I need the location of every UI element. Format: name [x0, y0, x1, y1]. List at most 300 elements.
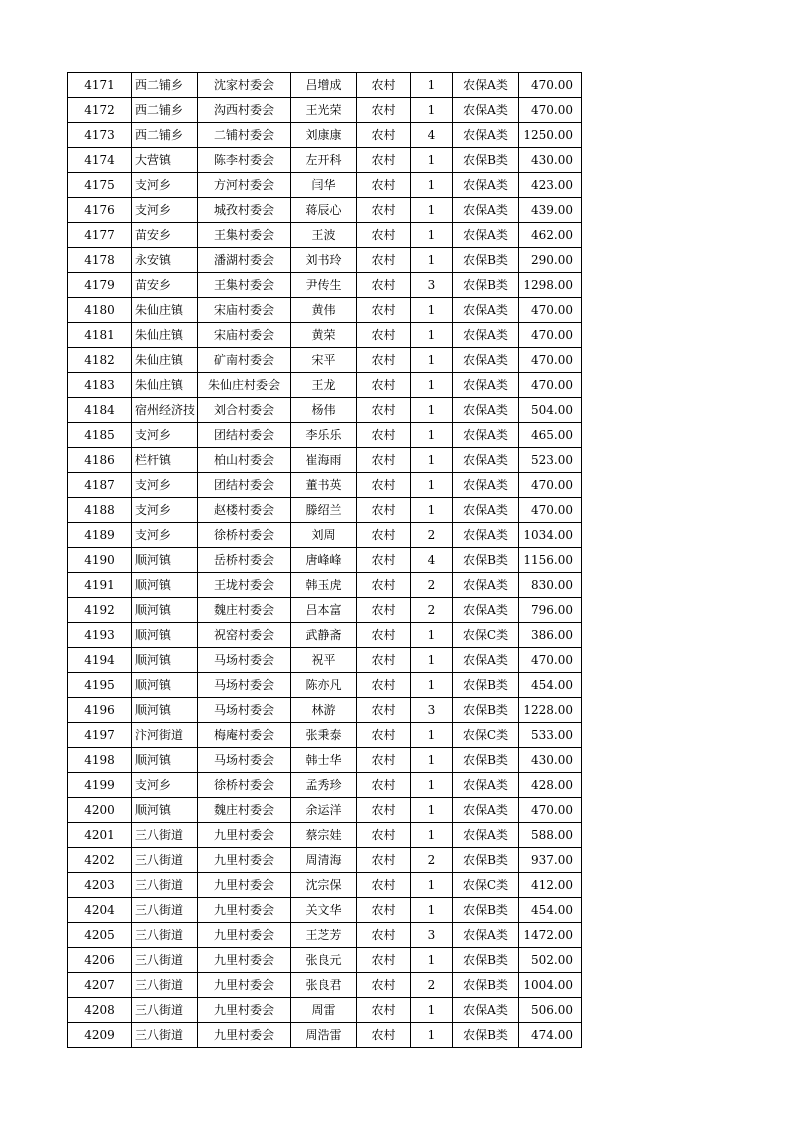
cell-township: 苗安乡: [132, 223, 198, 248]
cell-amount: 796.00: [519, 598, 582, 623]
table-row: [68, 348, 582, 373]
cell-amount: 465.00: [519, 423, 582, 448]
cell-amount: 470.00: [519, 298, 582, 323]
cell-area-type: 农村: [357, 848, 411, 873]
cell-area-type: 农村: [357, 73, 411, 98]
cell-row-id: 4182: [68, 348, 132, 373]
table-row: [68, 473, 582, 498]
table-row: [68, 873, 582, 898]
cell-amount: 1250.00: [519, 123, 582, 148]
cell-row-id: 4177: [68, 223, 132, 248]
cell-village-committee: 九里村委会: [198, 998, 291, 1023]
cell-household-count: 1: [411, 823, 453, 848]
cell-row-id: 4179: [68, 273, 132, 298]
cell-village-committee: 王垅村委会: [198, 573, 291, 598]
cell-row-id: 4184: [68, 398, 132, 423]
cell-insurance-category: 农保A类: [453, 473, 519, 498]
cell-township: 宿州经济技: [132, 398, 198, 423]
cell-household-count: 2: [411, 573, 453, 598]
cell-person-name: 蔡宗娃: [291, 823, 357, 848]
cell-insurance-category: 农保B类: [453, 898, 519, 923]
cell-village-committee: 徐桥村委会: [198, 523, 291, 548]
cell-area-type: 农村: [357, 323, 411, 348]
cell-row-id: 4195: [68, 673, 132, 698]
cell-amount: 533.00: [519, 723, 582, 748]
cell-area-type: 农村: [357, 1023, 411, 1048]
cell-person-name: 董书英: [291, 473, 357, 498]
cell-insurance-category: 农保A类: [453, 573, 519, 598]
cell-household-count: 1: [411, 473, 453, 498]
cell-village-committee: 沟西村委会: [198, 98, 291, 123]
cell-amount: 1472.00: [519, 923, 582, 948]
cell-village-committee: 九里村委会: [198, 873, 291, 898]
cell-amount: 470.00: [519, 73, 582, 98]
cell-row-id: 4186: [68, 448, 132, 473]
cell-insurance-category: 农保B类: [453, 698, 519, 723]
cell-household-count: 1: [411, 873, 453, 898]
cell-area-type: 农村: [357, 648, 411, 673]
cell-person-name: 杨伟: [291, 398, 357, 423]
table-row: [68, 548, 582, 573]
cell-household-count: 2: [411, 848, 453, 873]
cell-village-committee: 马场村委会: [198, 698, 291, 723]
cell-person-name: 余运洋: [291, 798, 357, 823]
cell-insurance-category: 农保A类: [453, 298, 519, 323]
cell-area-type: 农村: [357, 248, 411, 273]
cell-household-count: 1: [411, 673, 453, 698]
cell-township: 西二铺乡: [132, 98, 198, 123]
cell-insurance-category: 农保A类: [453, 198, 519, 223]
cell-insurance-category: 农保A类: [453, 823, 519, 848]
cell-person-name: 宋平: [291, 348, 357, 373]
cell-household-count: 1: [411, 323, 453, 348]
cell-township: 支河乡: [132, 523, 198, 548]
cell-area-type: 农村: [357, 998, 411, 1023]
data-table: [67, 72, 582, 1048]
table-row: [68, 723, 582, 748]
cell-amount: 470.00: [519, 473, 582, 498]
cell-household-count: 1: [411, 173, 453, 198]
cell-insurance-category: 农保A类: [453, 448, 519, 473]
cell-person-name: 吕增成: [291, 73, 357, 98]
table-row: [68, 798, 582, 823]
table-row: [68, 73, 582, 98]
cell-township: 支河乡: [132, 473, 198, 498]
cell-area-type: 农村: [357, 673, 411, 698]
table-row: [68, 323, 582, 348]
table-row: [68, 298, 582, 323]
cell-household-count: 1: [411, 373, 453, 398]
cell-household-count: 1: [411, 448, 453, 473]
table-row: [68, 623, 582, 648]
cell-household-count: 3: [411, 698, 453, 723]
cell-person-name: 崔海雨: [291, 448, 357, 473]
cell-township: 支河乡: [132, 198, 198, 223]
cell-insurance-category: 农保A类: [453, 423, 519, 448]
cell-person-name: 张秉泰: [291, 723, 357, 748]
cell-township: 顺河镇: [132, 598, 198, 623]
cell-household-count: 1: [411, 498, 453, 523]
cell-township: 顺河镇: [132, 623, 198, 648]
cell-insurance-category: 农保C类: [453, 623, 519, 648]
cell-person-name: 张良元: [291, 948, 357, 973]
cell-insurance-category: 农保A类: [453, 798, 519, 823]
cell-area-type: 农村: [357, 473, 411, 498]
cell-amount: 470.00: [519, 648, 582, 673]
cell-area-type: 农村: [357, 398, 411, 423]
table-row: [68, 373, 582, 398]
cell-area-type: 农村: [357, 773, 411, 798]
cell-row-id: 4175: [68, 173, 132, 198]
cell-person-name: 王光荣: [291, 98, 357, 123]
cell-insurance-category: 农保C类: [453, 723, 519, 748]
cell-village-committee: 刘合村委会: [198, 398, 291, 423]
cell-household-count: 1: [411, 248, 453, 273]
cell-row-id: 4197: [68, 723, 132, 748]
cell-row-id: 4189: [68, 523, 132, 548]
table-row: [68, 923, 582, 948]
cell-village-committee: 陈李村委会: [198, 148, 291, 173]
table-row: [68, 398, 582, 423]
cell-village-committee: 城孜村委会: [198, 198, 291, 223]
table-row: [68, 748, 582, 773]
cell-area-type: 农村: [357, 348, 411, 373]
table-row: [68, 523, 582, 548]
cell-household-count: 1: [411, 298, 453, 323]
cell-person-name: 黄伟: [291, 298, 357, 323]
cell-area-type: 农村: [357, 698, 411, 723]
cell-village-committee: 王集村委会: [198, 223, 291, 248]
cell-township: 朱仙庄镇: [132, 323, 198, 348]
cell-township: 顺河镇: [132, 648, 198, 673]
cell-person-name: 韩士华: [291, 748, 357, 773]
cell-village-committee: 二铺村委会: [198, 123, 291, 148]
cell-row-id: 4196: [68, 698, 132, 723]
cell-area-type: 农村: [357, 498, 411, 523]
cell-amount: 502.00: [519, 948, 582, 973]
cell-township: 永安镇: [132, 248, 198, 273]
cell-village-committee: 柏山村委会: [198, 448, 291, 473]
cell-insurance-category: 农保B类: [453, 973, 519, 998]
cell-village-committee: 宋庙村委会: [198, 323, 291, 348]
cell-household-count: 4: [411, 123, 453, 148]
cell-amount: 937.00: [519, 848, 582, 873]
cell-insurance-category: 农保A类: [453, 523, 519, 548]
cell-area-type: 农村: [357, 373, 411, 398]
cell-village-committee: 沈家村委会: [198, 73, 291, 98]
cell-township: 三八街道: [132, 1023, 198, 1048]
cell-household-count: 1: [411, 73, 453, 98]
cell-township: 三八街道: [132, 823, 198, 848]
cell-row-id: 4198: [68, 748, 132, 773]
cell-insurance-category: 农保A类: [453, 648, 519, 673]
cell-row-id: 4193: [68, 623, 132, 648]
cell-area-type: 农村: [357, 273, 411, 298]
cell-amount: 1004.00: [519, 973, 582, 998]
cell-insurance-category: 农保A类: [453, 123, 519, 148]
cell-village-committee: 马场村委会: [198, 673, 291, 698]
cell-village-committee: 魏庄村委会: [198, 798, 291, 823]
cell-household-count: 1: [411, 748, 453, 773]
table-row: [68, 848, 582, 873]
cell-person-name: 王龙: [291, 373, 357, 398]
cell-village-committee: 九里村委会: [198, 848, 291, 873]
cell-township: 支河乡: [132, 773, 198, 798]
cell-township: 汴河街道: [132, 723, 198, 748]
cell-amount: 470.00: [519, 323, 582, 348]
cell-row-id: 4206: [68, 948, 132, 973]
cell-village-committee: 王集村委会: [198, 273, 291, 298]
cell-household-count: 1: [411, 348, 453, 373]
cell-insurance-category: 农保B类: [453, 148, 519, 173]
cell-row-id: 4190: [68, 548, 132, 573]
cell-insurance-category: 农保A类: [453, 923, 519, 948]
cell-amount: 412.00: [519, 873, 582, 898]
cell-insurance-category: 农保B类: [453, 848, 519, 873]
cell-township: 顺河镇: [132, 548, 198, 573]
cell-amount: 470.00: [519, 98, 582, 123]
cell-amount: 830.00: [519, 573, 582, 598]
cell-insurance-category: 农保A类: [453, 998, 519, 1023]
table-row: [68, 223, 582, 248]
cell-village-committee: 祝窑村委会: [198, 623, 291, 648]
table-row: [68, 148, 582, 173]
cell-insurance-category: 农保C类: [453, 873, 519, 898]
cell-person-name: 吕本富: [291, 598, 357, 623]
cell-area-type: 农村: [357, 198, 411, 223]
cell-amount: 506.00: [519, 998, 582, 1023]
cell-village-committee: 九里村委会: [198, 823, 291, 848]
cell-row-id: 4205: [68, 923, 132, 948]
cell-area-type: 农村: [357, 873, 411, 898]
cell-township: 顺河镇: [132, 748, 198, 773]
cell-township: 三八街道: [132, 948, 198, 973]
cell-household-count: 1: [411, 723, 453, 748]
cell-row-id: 4199: [68, 773, 132, 798]
cell-amount: 428.00: [519, 773, 582, 798]
cell-amount: 504.00: [519, 398, 582, 423]
cell-amount: 470.00: [519, 348, 582, 373]
cell-village-committee: 马场村委会: [198, 648, 291, 673]
cell-amount: 454.00: [519, 673, 582, 698]
cell-village-committee: 徐桥村委会: [198, 773, 291, 798]
cell-village-committee: 马场村委会: [198, 748, 291, 773]
table-row: [68, 498, 582, 523]
cell-household-count: 1: [411, 98, 453, 123]
cell-household-count: 1: [411, 398, 453, 423]
cell-area-type: 农村: [357, 548, 411, 573]
cell-village-committee: 九里村委会: [198, 1023, 291, 1048]
cell-row-id: 4194: [68, 648, 132, 673]
cell-area-type: 农村: [357, 148, 411, 173]
table-row: [68, 198, 582, 223]
cell-village-committee: 朱仙庄村委会: [198, 373, 291, 398]
cell-area-type: 农村: [357, 448, 411, 473]
cell-household-count: 1: [411, 223, 453, 248]
cell-insurance-category: 农保B类: [453, 248, 519, 273]
table-row: [68, 998, 582, 1023]
cell-village-committee: 九里村委会: [198, 898, 291, 923]
cell-row-id: 4208: [68, 998, 132, 1023]
cell-household-count: 1: [411, 198, 453, 223]
cell-person-name: 左开科: [291, 148, 357, 173]
cell-row-id: 4171: [68, 73, 132, 98]
cell-person-name: 祝平: [291, 648, 357, 673]
cell-person-name: 黄荣: [291, 323, 357, 348]
cell-household-count: 3: [411, 273, 453, 298]
cell-person-name: 沈宗保: [291, 873, 357, 898]
cell-household-count: 2: [411, 973, 453, 998]
cell-amount: 1298.00: [519, 273, 582, 298]
table-row: [68, 248, 582, 273]
cell-village-committee: 九里村委会: [198, 948, 291, 973]
cell-person-name: 王芝芳: [291, 923, 357, 948]
table-row: [68, 648, 582, 673]
cell-township: 三八街道: [132, 848, 198, 873]
cell-person-name: 刘康康: [291, 123, 357, 148]
cell-person-name: 林游: [291, 698, 357, 723]
cell-area-type: 农村: [357, 423, 411, 448]
cell-person-name: 周浩雷: [291, 1023, 357, 1048]
cell-township: 三八街道: [132, 898, 198, 923]
cell-township: 朱仙庄镇: [132, 348, 198, 373]
cell-amount: 386.00: [519, 623, 582, 648]
cell-row-id: 4192: [68, 598, 132, 623]
cell-amount: 1156.00: [519, 548, 582, 573]
table-row: [68, 898, 582, 923]
cell-household-count: 1: [411, 948, 453, 973]
cell-row-id: 4209: [68, 1023, 132, 1048]
cell-area-type: 农村: [357, 748, 411, 773]
cell-person-name: 韩玉虎: [291, 573, 357, 598]
cell-person-name: 周清海: [291, 848, 357, 873]
cell-household-count: 1: [411, 998, 453, 1023]
cell-amount: 1034.00: [519, 523, 582, 548]
table-row: [68, 823, 582, 848]
table-body: [68, 73, 582, 1048]
cell-area-type: 农村: [357, 173, 411, 198]
table-row: [68, 948, 582, 973]
cell-area-type: 农村: [357, 223, 411, 248]
cell-village-committee: 九里村委会: [198, 973, 291, 998]
cell-area-type: 农村: [357, 723, 411, 748]
cell-village-committee: 九里村委会: [198, 923, 291, 948]
cell-household-count: 1: [411, 898, 453, 923]
cell-township: 顺河镇: [132, 673, 198, 698]
cell-insurance-category: 农保A类: [453, 498, 519, 523]
cell-household-count: 4: [411, 548, 453, 573]
cell-person-name: 孟秀珍: [291, 773, 357, 798]
cell-amount: 423.00: [519, 173, 582, 198]
cell-person-name: 周雷: [291, 998, 357, 1023]
cell-row-id: 4185: [68, 423, 132, 448]
cell-household-count: 1: [411, 1023, 453, 1048]
cell-person-name: 李乐乐: [291, 423, 357, 448]
cell-insurance-category: 农保B类: [453, 948, 519, 973]
cell-village-committee: 梅庵村委会: [198, 723, 291, 748]
cell-row-id: 4204: [68, 898, 132, 923]
table-row: [68, 598, 582, 623]
cell-area-type: 农村: [357, 523, 411, 548]
cell-insurance-category: 农保B类: [453, 673, 519, 698]
cell-township: 支河乡: [132, 423, 198, 448]
cell-household-count: 1: [411, 648, 453, 673]
cell-insurance-category: 农保B类: [453, 273, 519, 298]
table-row: [68, 1023, 582, 1048]
cell-person-name: 闫华: [291, 173, 357, 198]
cell-amount: 462.00: [519, 223, 582, 248]
cell-insurance-category: 农保A类: [453, 73, 519, 98]
cell-household-count: 2: [411, 523, 453, 548]
cell-person-name: 刘书玲: [291, 248, 357, 273]
table-row: [68, 773, 582, 798]
cell-amount: 474.00: [519, 1023, 582, 1048]
cell-household-count: 1: [411, 623, 453, 648]
cell-row-id: 4174: [68, 148, 132, 173]
cell-amount: 470.00: [519, 373, 582, 398]
cell-row-id: 4202: [68, 848, 132, 873]
table-row: [68, 973, 582, 998]
cell-amount: 439.00: [519, 198, 582, 223]
table-row: [68, 698, 582, 723]
cell-township: 苗安乡: [132, 273, 198, 298]
cell-person-name: 张良君: [291, 973, 357, 998]
cell-village-committee: 宋庙村委会: [198, 298, 291, 323]
cell-insurance-category: 农保B类: [453, 748, 519, 773]
cell-insurance-category: 农保A类: [453, 98, 519, 123]
cell-area-type: 农村: [357, 123, 411, 148]
cell-row-id: 4188: [68, 498, 132, 523]
cell-village-committee: 团结村委会: [198, 423, 291, 448]
cell-village-committee: 魏庄村委会: [198, 598, 291, 623]
cell-township: 支河乡: [132, 173, 198, 198]
cell-insurance-category: 农保A类: [453, 223, 519, 248]
cell-area-type: 农村: [357, 298, 411, 323]
cell-person-name: 武静斋: [291, 623, 357, 648]
cell-amount: 454.00: [519, 898, 582, 923]
cell-insurance-category: 农保A类: [453, 773, 519, 798]
cell-township: 顺河镇: [132, 798, 198, 823]
cell-person-name: 尹传生: [291, 273, 357, 298]
cell-household-count: 1: [411, 773, 453, 798]
cell-row-id: 4191: [68, 573, 132, 598]
cell-area-type: 农村: [357, 598, 411, 623]
cell-insurance-category: 农保A类: [453, 398, 519, 423]
table-row: [68, 673, 582, 698]
cell-person-name: 王波: [291, 223, 357, 248]
cell-township: 顺河镇: [132, 698, 198, 723]
table-row: [68, 273, 582, 298]
cell-amount: 588.00: [519, 823, 582, 848]
cell-row-id: 4187: [68, 473, 132, 498]
cell-area-type: 农村: [357, 823, 411, 848]
cell-row-id: 4173: [68, 123, 132, 148]
cell-household-count: 3: [411, 923, 453, 948]
cell-insurance-category: 农保B类: [453, 1023, 519, 1048]
cell-insurance-category: 农保A类: [453, 173, 519, 198]
cell-area-type: 农村: [357, 573, 411, 598]
cell-person-name: 关文华: [291, 898, 357, 923]
cell-area-type: 农村: [357, 923, 411, 948]
cell-amount: 1228.00: [519, 698, 582, 723]
cell-township: 三八街道: [132, 998, 198, 1023]
cell-row-id: 4181: [68, 323, 132, 348]
cell-area-type: 农村: [357, 798, 411, 823]
cell-row-id: 4172: [68, 98, 132, 123]
cell-row-id: 4203: [68, 873, 132, 898]
cell-row-id: 4200: [68, 798, 132, 823]
table-row: [68, 98, 582, 123]
